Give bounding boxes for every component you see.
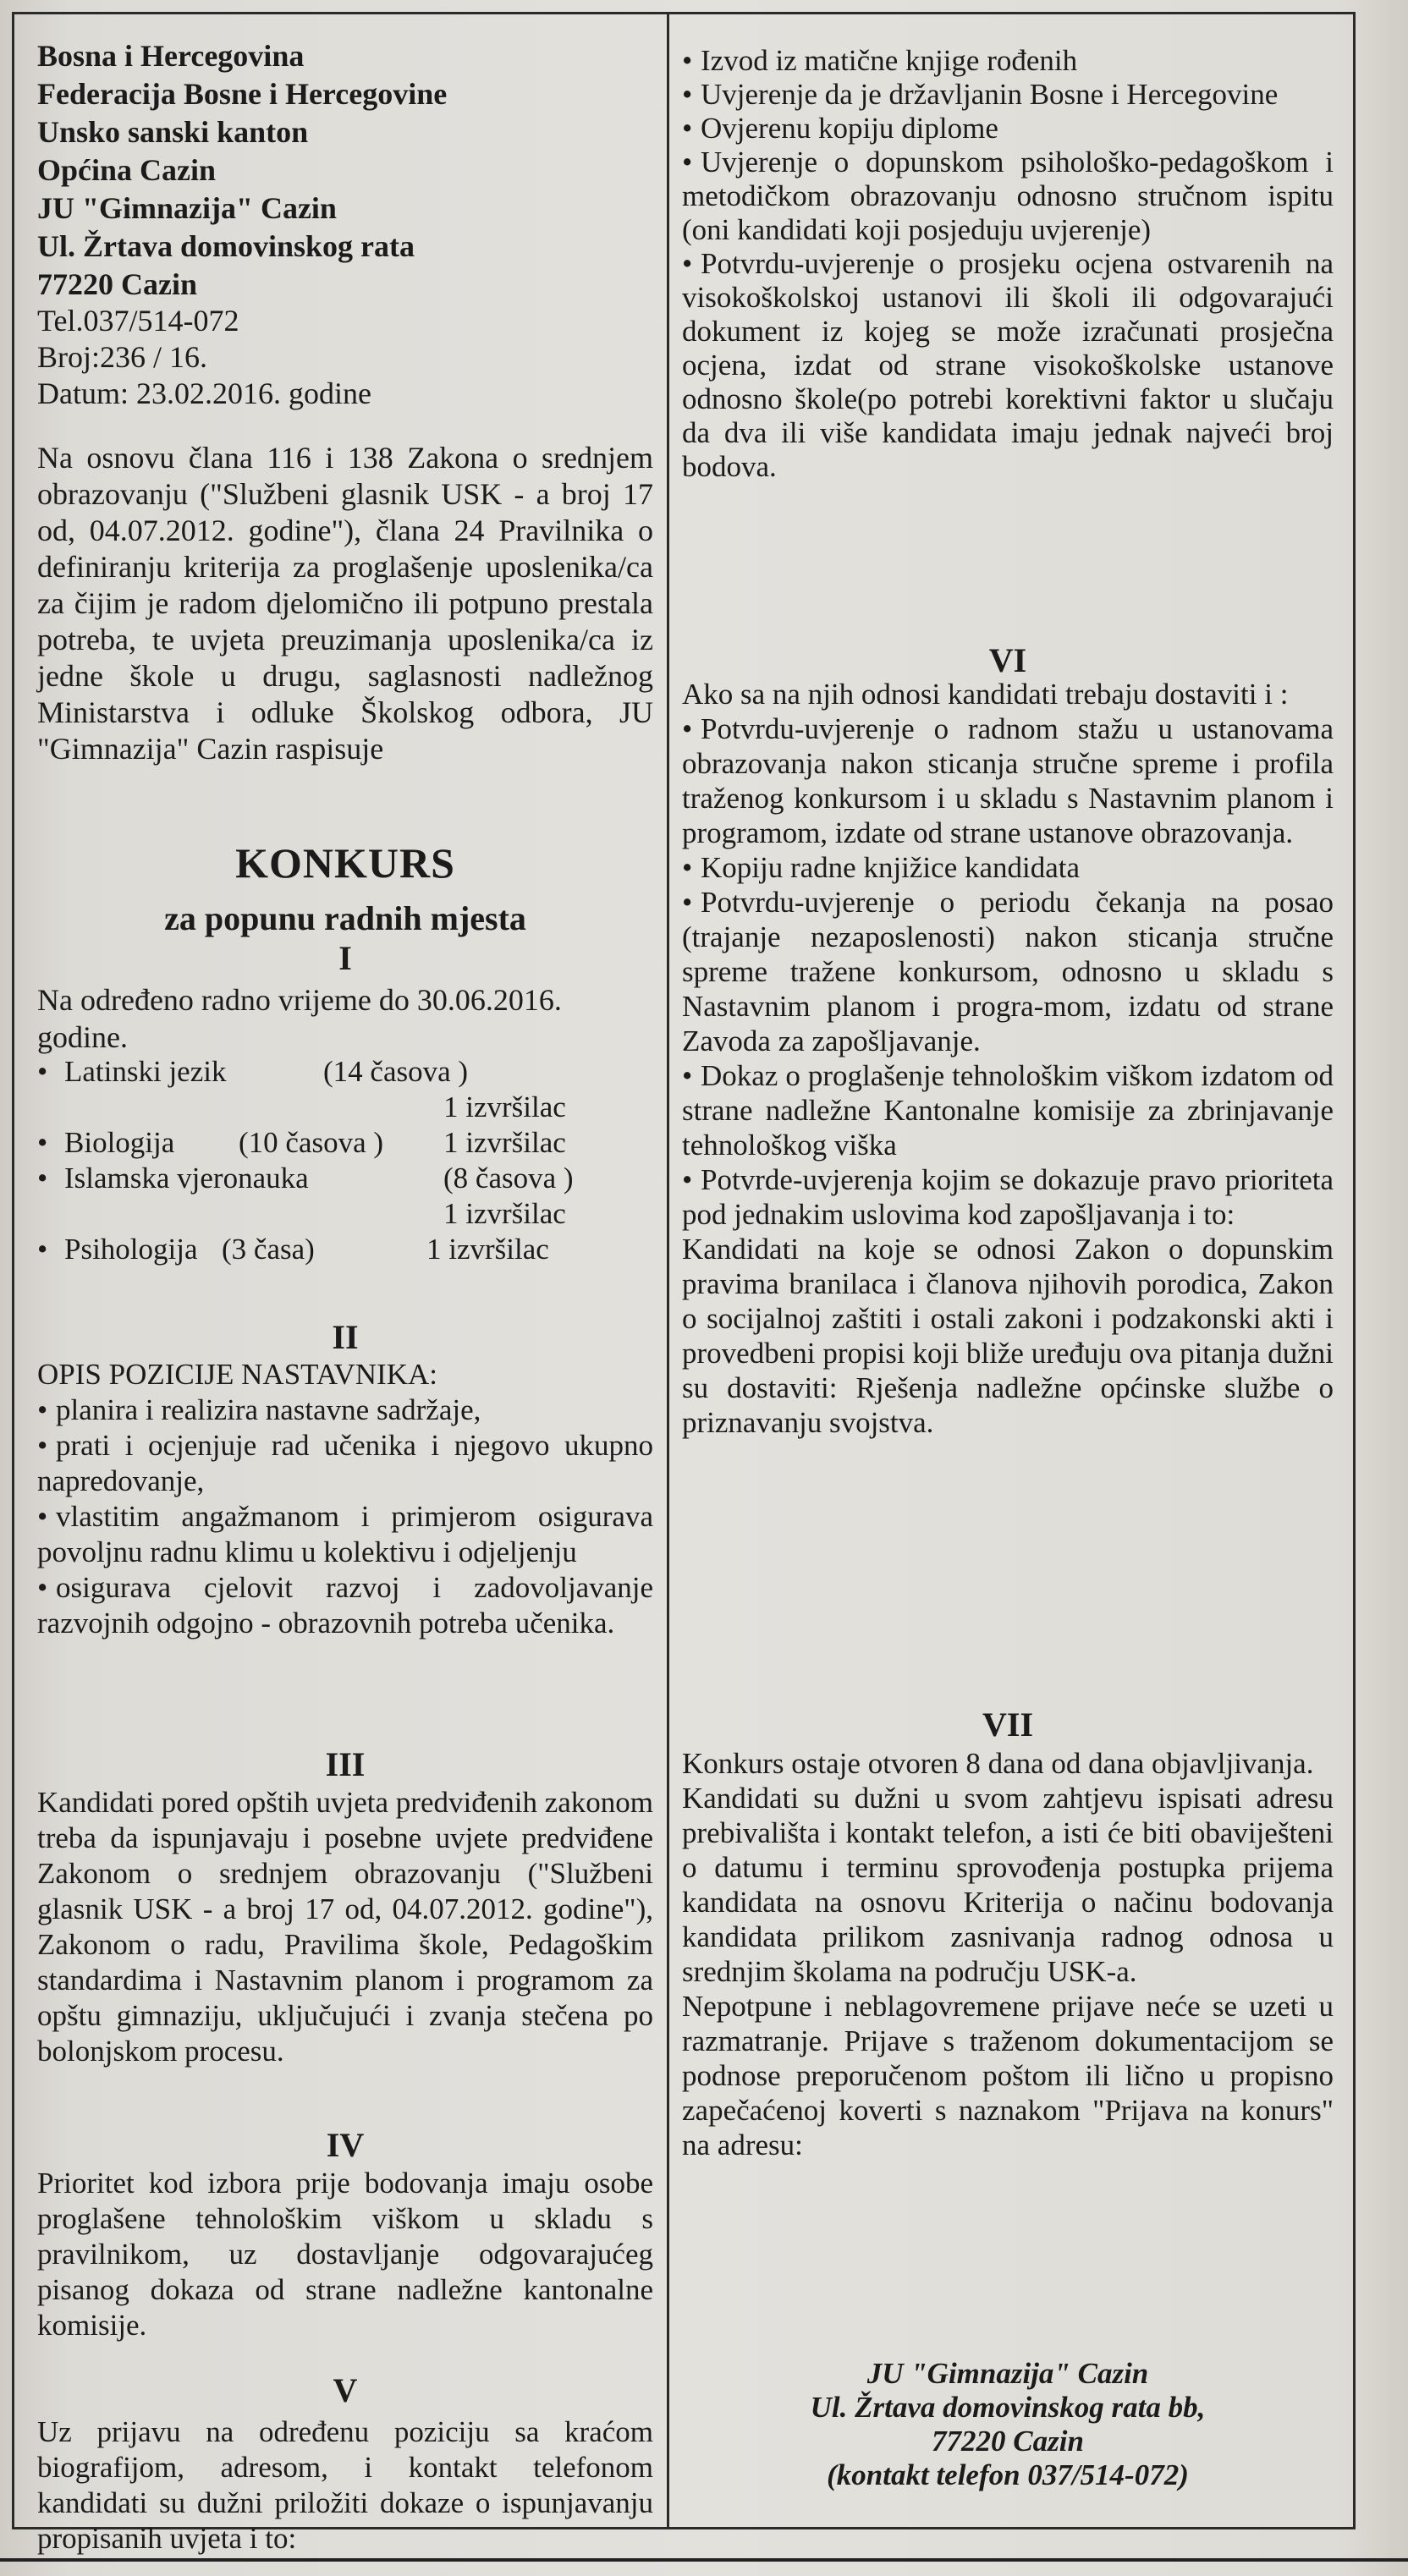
evidence-item (682, 850, 1334, 885)
section-7-deadline: Konkurs ostaje otvoren 8 dana od dana objavljivanja. (682, 1747, 1314, 1780)
section-number: VI (988, 641, 1027, 679)
section-number: IV (326, 2126, 365, 2164)
header-line: Federacija Bosne i Hercegovine (37, 77, 448, 111)
header-line: Bosna i Hercegovina (37, 39, 305, 73)
duty-item (37, 1392, 653, 1428)
document-list (682, 44, 1334, 484)
section-7-contact: Kandidati su dužni u svom zahtjevu ispisati adresu prebivališta i kontakt telefon, a isti će biti obaviješteni o datumu i terminu sprovođenja postupka prijema kandidata na osnovu Kriterija o načinu bodovanja kandidata prilikom zasnivanja radnog odnosa u srednjim školama na području USK-a. (682, 1782, 1334, 1988)
section-5-text: Uz prijavu na određenu poziciju sa kraćom biografijom, adresom, i kontakt telefonom kandidati su dužni priložiti dokaze o ispunjavanju propisanih uvjeta i to: (37, 2415, 653, 2555)
duty-text: prati i ocjenjuje rad učenika i njegovo ukupno napredovanje, (37, 1429, 653, 1497)
position-name: Latinski jezik (64, 1055, 227, 1088)
position-hours: (10 časova ) (239, 1126, 384, 1159)
bullet: • (682, 112, 693, 145)
header-line: Općina Cazin (37, 153, 217, 187)
header-line: Ul. Žrtava domovinskog rata (37, 229, 415, 263)
duty-text: planira i realizira nastavne sadržaje, (56, 1393, 481, 1426)
section-number: I (338, 939, 352, 977)
position-name: Biologija (64, 1126, 175, 1159)
duty-text: osigurava cjelovit razvoj i zadovoljavanje razvojnih odgojno - obrazovnih potreba učenika. (37, 1571, 653, 1640)
bullet: • (37, 1393, 48, 1426)
document-item (682, 78, 1334, 112)
bullet: • (682, 851, 693, 884)
konkurs-subtitle: za popunu radnih mjesta (164, 899, 526, 937)
bullet: • (682, 247, 693, 280)
position-item (37, 1054, 653, 1125)
document-text: Izvod iz matične knjige rođenih (701, 44, 1078, 77)
evidence-item (682, 1058, 1334, 1162)
document-text: Uvjerenje o dopunskom psihološko-pedagoškom i metodičkom obrazovanju odnosno stručnom ispitu (oni kandidati koji posjeduju uvjerenje) (682, 146, 1334, 246)
signature-address (682, 2357, 1334, 2492)
position-name: Psihologija (64, 1233, 198, 1266)
evidence-text: Potvrde-uvjerenja kojim se dokazuje pravo prioriteta pod jednakim uslovima kod zapošljavanja i to: (682, 1163, 1334, 1231)
position-list (37, 1054, 653, 1267)
document-item (682, 44, 1334, 78)
evidence-text: Dokaz o proglašenje tehnološkim viškom izdatom od strane nadležne Kantonalne komisije za zbrinjavanje tehnološkog viška (682, 1059, 1334, 1162)
bullet: • (37, 1500, 48, 1533)
document-item (682, 146, 1334, 247)
position-count: 1 izvršilac (426, 1233, 549, 1266)
section-7 (682, 1746, 1334, 2162)
duty-item (37, 1428, 653, 1499)
bullet: • (682, 1163, 693, 1196)
bullet: • (37, 1429, 48, 1462)
bullet: • (37, 1055, 48, 1088)
header-line: 77220 Cazin (37, 267, 197, 301)
section-number: V (333, 2371, 358, 2409)
position-hours: (14 časova ) (323, 1055, 469, 1088)
header-line: Unsko sanski kanton (37, 115, 309, 149)
section-number: III (325, 1745, 366, 1783)
bullet: • (682, 886, 693, 919)
document-date: Datum: 23.02.2016. godine (37, 376, 371, 410)
signature-line: JU "Gimnazija" Cazin (866, 2357, 1149, 2390)
section-7-submission: Nepotpune i neblagovremene prijave neće se uzeti u razmatranje. Prijave s traženom dokumentacijom se podnose preporučenom poštom ili lično u propisno zapečaćenoj koverti s naznakom "Prijava na konurs" na adresu: (682, 1990, 1334, 2161)
signature-line: 77220 Cazin (932, 2425, 1084, 2458)
duty-item (37, 1570, 653, 1641)
position-item (37, 1161, 653, 1232)
institution-header (37, 37, 653, 304)
duty-text: vlastitim angažmanom i primjerom osigurava povoljnu radnu klimu u kolektivu i odjeljenju (37, 1500, 653, 1568)
bullet: • (682, 78, 693, 111)
section-4-text: Prioritet kod izbora prije bodovanja imaju osobe proglašene tehnološkim viškom u skladu s pravilnikom, uz dostavljanje odgovarajućeg pisanog dokaza od strane nadležne kantonalne komisije. (37, 2167, 653, 2342)
bullet: • (682, 146, 693, 179)
document-text: Ovjerenu kopiju diplome (701, 112, 998, 145)
header-line: JU "Gimnazija" Cazin (37, 191, 337, 225)
document-text: Uvjerenje da je državljanin Bosne i Hercegovine (701, 78, 1279, 111)
evidence-item (682, 1162, 1334, 1232)
section-6-intro: Ako sa na njih odnosi kandidati trebaju dostaviti i : (682, 678, 1289, 711)
section-number: II (332, 1318, 359, 1356)
position-item (37, 1125, 653, 1161)
position-item (37, 1232, 653, 1267)
bullet: • (37, 1571, 48, 1604)
section-6 (682, 677, 1334, 1440)
evidence-text: Potvrdu-uvjerenje o periodu čekanja na posao (trajanje nezaposlenosti) nakon sticanja stručne spreme tražene konkursom, odnosno u skladu s Nastavnim planom i progra-mom, izdatu od strane Zavoda za zapošljavanje. (682, 886, 1334, 1057)
bullet: • (682, 712, 693, 745)
evidence-item (682, 885, 1334, 1058)
section-3-text: Kandidati pored opštih uvjeta predviđenih zakonom treba da ispunjavaju i posebne uvjete predviđene Zakonom o srednjem obrazovanju ("Službeni glasnik USK - a broj 17 od, 04.07.2012. godine"), Zakonom o radu, Pravilima škole, Pedagoškim standardima i Nastavnim planom i programom za opštu gimnaziju, uključujući i zvanja stečena po bolonjskom procesu. (37, 1786, 654, 2068)
signature-line: (kontakt telefon 037/514-072) (827, 2458, 1189, 2491)
position-count: 1 izvršilac (443, 1197, 566, 1230)
position-count: 1 izvršilac (443, 1090, 566, 1123)
position-hours: (8 časova ) (443, 1162, 574, 1195)
bullet: • (37, 1126, 48, 1159)
section-6-closing: Kandidati na koje se odnosi Zakon o dopunskim pravima branilaca i članova njihovih porodica, Zakon o socijalnoj zaštiti i ostali zakoni i podzakonski akti i provedbeni propisi koji bliže uređuju ova pitanja dužni su dostaviti: Rješenja nadležne općinske službe o priznavanju svojstva. (682, 1233, 1334, 1439)
konkurs-title: KONKURS (235, 839, 455, 887)
telephone: Tel.037/514-072 (37, 304, 239, 338)
document-number: Broj:236 / 16. (37, 340, 208, 374)
document-item (682, 112, 1334, 146)
column-divider (667, 12, 669, 2529)
signature-line: Ul. Žrtava domovinskog rata bb, (810, 2391, 1206, 2424)
intro-paragraph: Na osnovu člana 116 i 138 Zakona o srednjem obrazovanju ("Službeni glasnik USK - a broj 17 od, 04.07.2012. godine"), člana 24 Pravilnika o definiranju kriterija za proglašenje uposlenika/ca za čijim je radom djelomično ili potpuno prestala potreba, te uvjeta preuzimanja uposlenika/ca iz jedne škole u drugu, saglasnosti nadležnog Ministarstva i odluke Školskog odbora, JU "Gimnazija" Cazin raspisuje (37, 441, 653, 766)
evidence-item (682, 711, 1334, 850)
position-hours: (3 časa) (222, 1233, 315, 1266)
bullet: • (37, 1233, 48, 1266)
bullet: • (37, 1162, 48, 1195)
position-count: 1 izvršilac (443, 1126, 566, 1159)
bullet: • (682, 44, 693, 77)
document-text: Potvrdu-uvjerenje o prosjeku ocjena ostvarenih na visokoškolskoj ustanovi ili školi ili odgovarajući dokument iz kojeg se može izračunati prosječna ocjena, izdat od strane visokoškolske ustanove odnosno škole(po potrebi korektivni faktor u slučaju da dva ili više kandidata imaju jednak najveći broj bodova. (682, 247, 1334, 483)
section-2 (37, 1357, 653, 1641)
reference-info (37, 303, 653, 412)
position-name: Islamska vjeronauka (64, 1162, 309, 1195)
duty-item (37, 1499, 653, 1570)
evidence-text: Potvrdu-uvjerenje o radnom stažu u ustanovama obrazovanja nakon sticanja stručne spreme i profila traženog konkursom i u skladu s Nastavnim planom i programom, izdate od strane ustanove obrazovanja. (682, 712, 1334, 849)
bottom-rule (0, 2558, 1408, 2562)
section-1-intro: Na određeno radno vrijeme do 30.06.2016. godine. (37, 983, 562, 1054)
evidence-text: Kopiju radne knjižice kandidata (701, 851, 1081, 884)
section-number: VII (982, 1705, 1034, 1744)
document-item (682, 247, 1334, 484)
section-2-heading: OPIS POZICIJE NASTAVNIKA: (37, 1358, 437, 1391)
bullet: • (682, 1059, 693, 1092)
